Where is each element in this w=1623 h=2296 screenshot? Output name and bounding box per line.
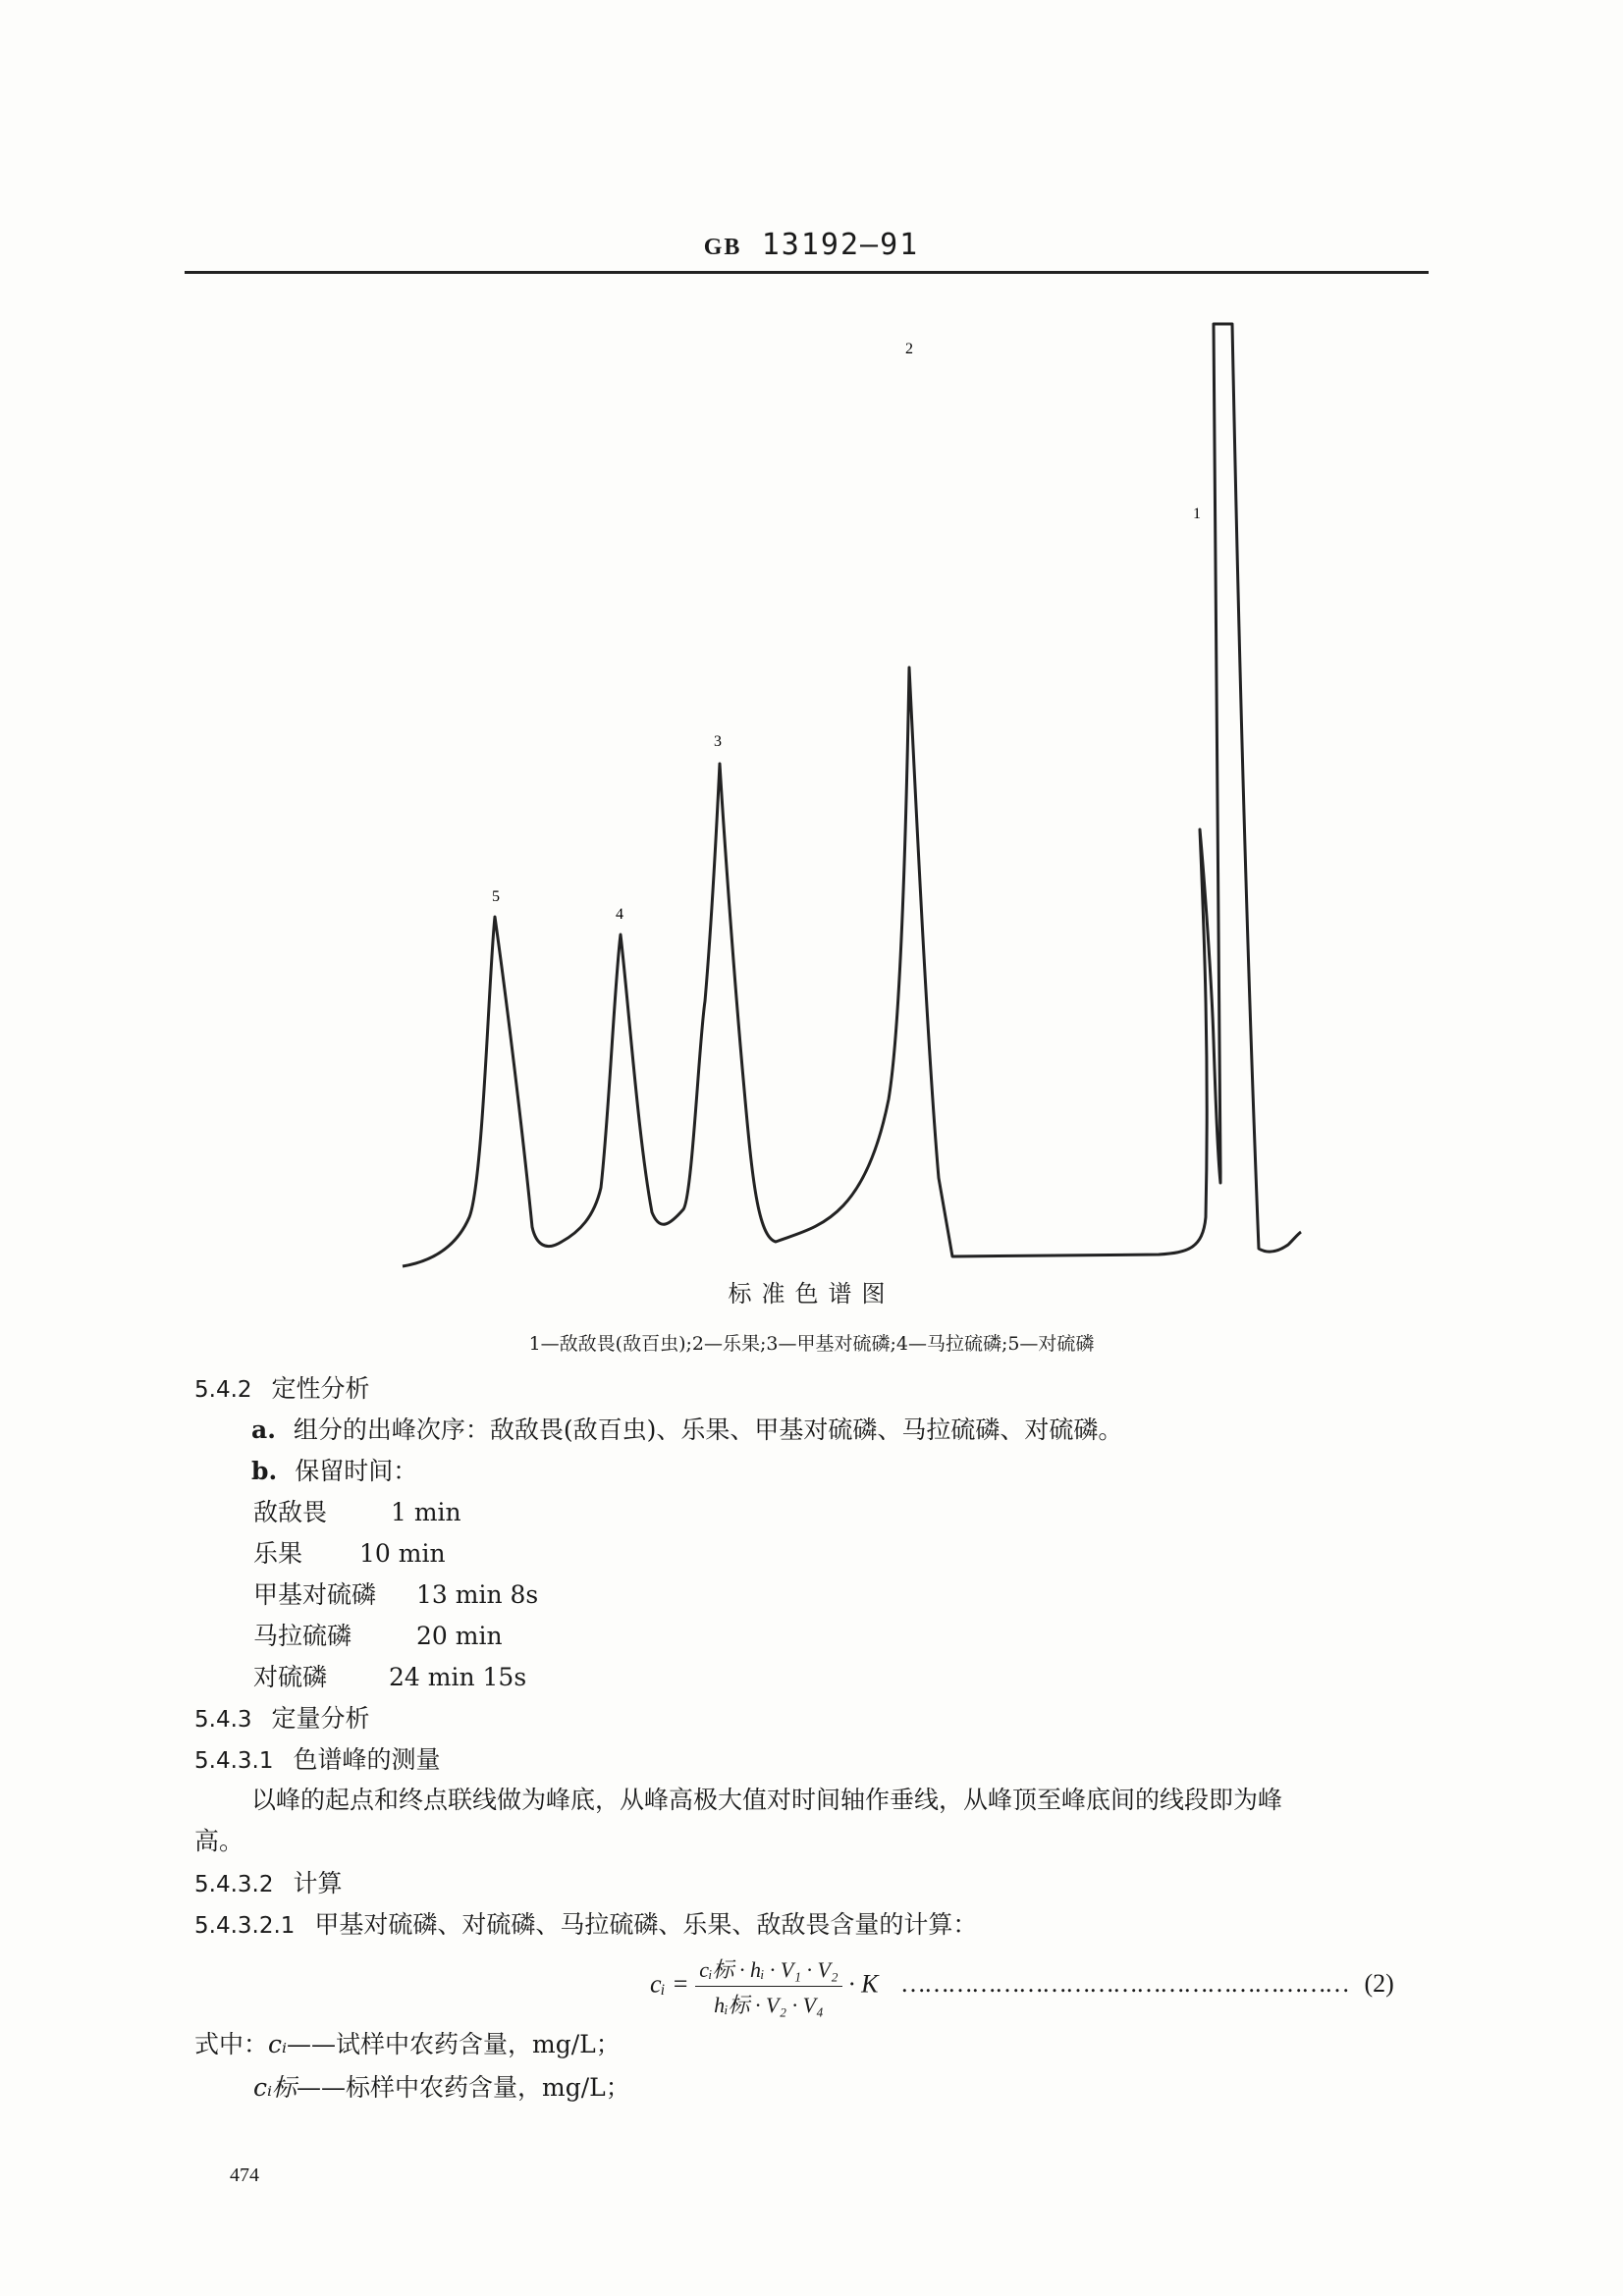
standard-prefix: GB	[703, 235, 742, 260]
list-marker: a.	[251, 1415, 276, 1444]
definition-text: ——标样中农药含量，mg/L；	[297, 2073, 630, 2102]
definition-symbol: cᵢ	[268, 2030, 288, 2058]
section-title: 定量分析	[271, 1704, 370, 1733]
retention-time: 24 min 15s	[389, 1663, 527, 1691]
retention-name: 乐果	[253, 1539, 303, 1568]
section-5-4-3-2-1-heading	[194, 1912, 977, 1938]
page-number: 474	[230, 2164, 259, 2186]
page-header	[0, 228, 1623, 262]
retention-name: 敌敌畏	[253, 1498, 328, 1526]
formula-leader-dots: …………………………………………………	[899, 1969, 1348, 1999]
section-title: 色谱峰的测量	[293, 1745, 441, 1774]
retention-time: 20 min	[416, 1622, 503, 1650]
section-number: 5.4.3.2	[194, 1872, 274, 1897]
section-number: 5.4.3.1	[194, 1748, 274, 1774]
list-text: 组分的出峰次序：敌敌畏(敌百虫)、乐果、甲基对硫磷、马拉硫磷、对硫磷。	[293, 1415, 1123, 1444]
section-title: 甲基对硫磷、对硫磷、马拉硫磷、乐果、敌敌畏含量的计算：	[314, 1910, 978, 1939]
retention-time: 13 min 8s	[416, 1580, 539, 1609]
section-title: 定性分析	[271, 1374, 370, 1403]
peak-label-1: 1	[1193, 506, 1201, 522]
definition-1	[194, 2032, 621, 2056]
definition-symbol: cᵢ标	[253, 2073, 298, 2102]
retention-time: 10 min	[359, 1539, 446, 1568]
standard-number: 13192—91	[761, 228, 920, 262]
retention-time: 1 min	[391, 1498, 461, 1526]
section-number: 5.4.3	[194, 1707, 252, 1733]
peak-label-2: 2	[905, 341, 913, 357]
formula-suffix: · K	[848, 1969, 879, 1999]
formula-numerator: cᵢ标 · hᵢ · V₁ · V₂	[695, 1953, 841, 1987]
section-5-4-2-heading	[194, 1376, 370, 1402]
peak-label-4: 4	[616, 906, 623, 923]
section-5-4-3-heading	[194, 1706, 370, 1732]
retention-name: 甲基对硫磷	[253, 1580, 377, 1609]
section-number: 5.4.3.2.1	[194, 1913, 296, 1939]
list-text: 保留时间：	[295, 1457, 418, 1485]
section-5-4-3-2-heading	[194, 1871, 342, 1896]
header-rule	[185, 271, 1429, 274]
definitions-intro: 式中：	[194, 2030, 269, 2058]
figure-title: 标准色谱图	[728, 1280, 895, 1308]
peak-label-5: 5	[492, 888, 500, 905]
formula-2	[650, 1953, 1394, 2019]
formula-denominator: hᵢ标 · V₂ · V₄	[714, 1993, 824, 2017]
list-marker: b.	[251, 1457, 278, 1485]
figure-legend: 1—敌敌畏(敌百虫);2—乐果;3—甲基对硫磷;4—马拉硫磷;5—对硫磷	[528, 1333, 1095, 1355]
list-item-b	[251, 1459, 417, 1483]
formula-number: (2)	[1364, 1969, 1394, 1999]
formula-fraction	[695, 1953, 841, 2019]
paragraph-line-1: 以峰的起点和终点联线做为峰底，从峰高极大值对时间轴作垂线，从峰顶至峰底间的线段即为峰	[251, 1786, 1283, 1814]
peak-label-3: 3	[714, 733, 722, 750]
retention-name: 对硫磷	[253, 1663, 328, 1691]
section-number: 5.4.2	[194, 1377, 252, 1403]
formula-lhs: cᵢ =	[650, 1969, 689, 1999]
definition-2	[253, 2075, 630, 2100]
chromatogram-trace	[403, 324, 1301, 1266]
paragraph-line-2: 高。	[194, 1827, 244, 1855]
chromatogram-figure	[0, 294, 1623, 1276]
retention-name: 马拉硫磷	[253, 1622, 352, 1650]
section-title: 计算	[293, 1869, 343, 1897]
section-5-4-3-1-heading	[194, 1747, 440, 1773]
definition-text: ——试样中农药含量，mg/L；	[287, 2030, 621, 2058]
list-item-a	[251, 1417, 1122, 1442]
